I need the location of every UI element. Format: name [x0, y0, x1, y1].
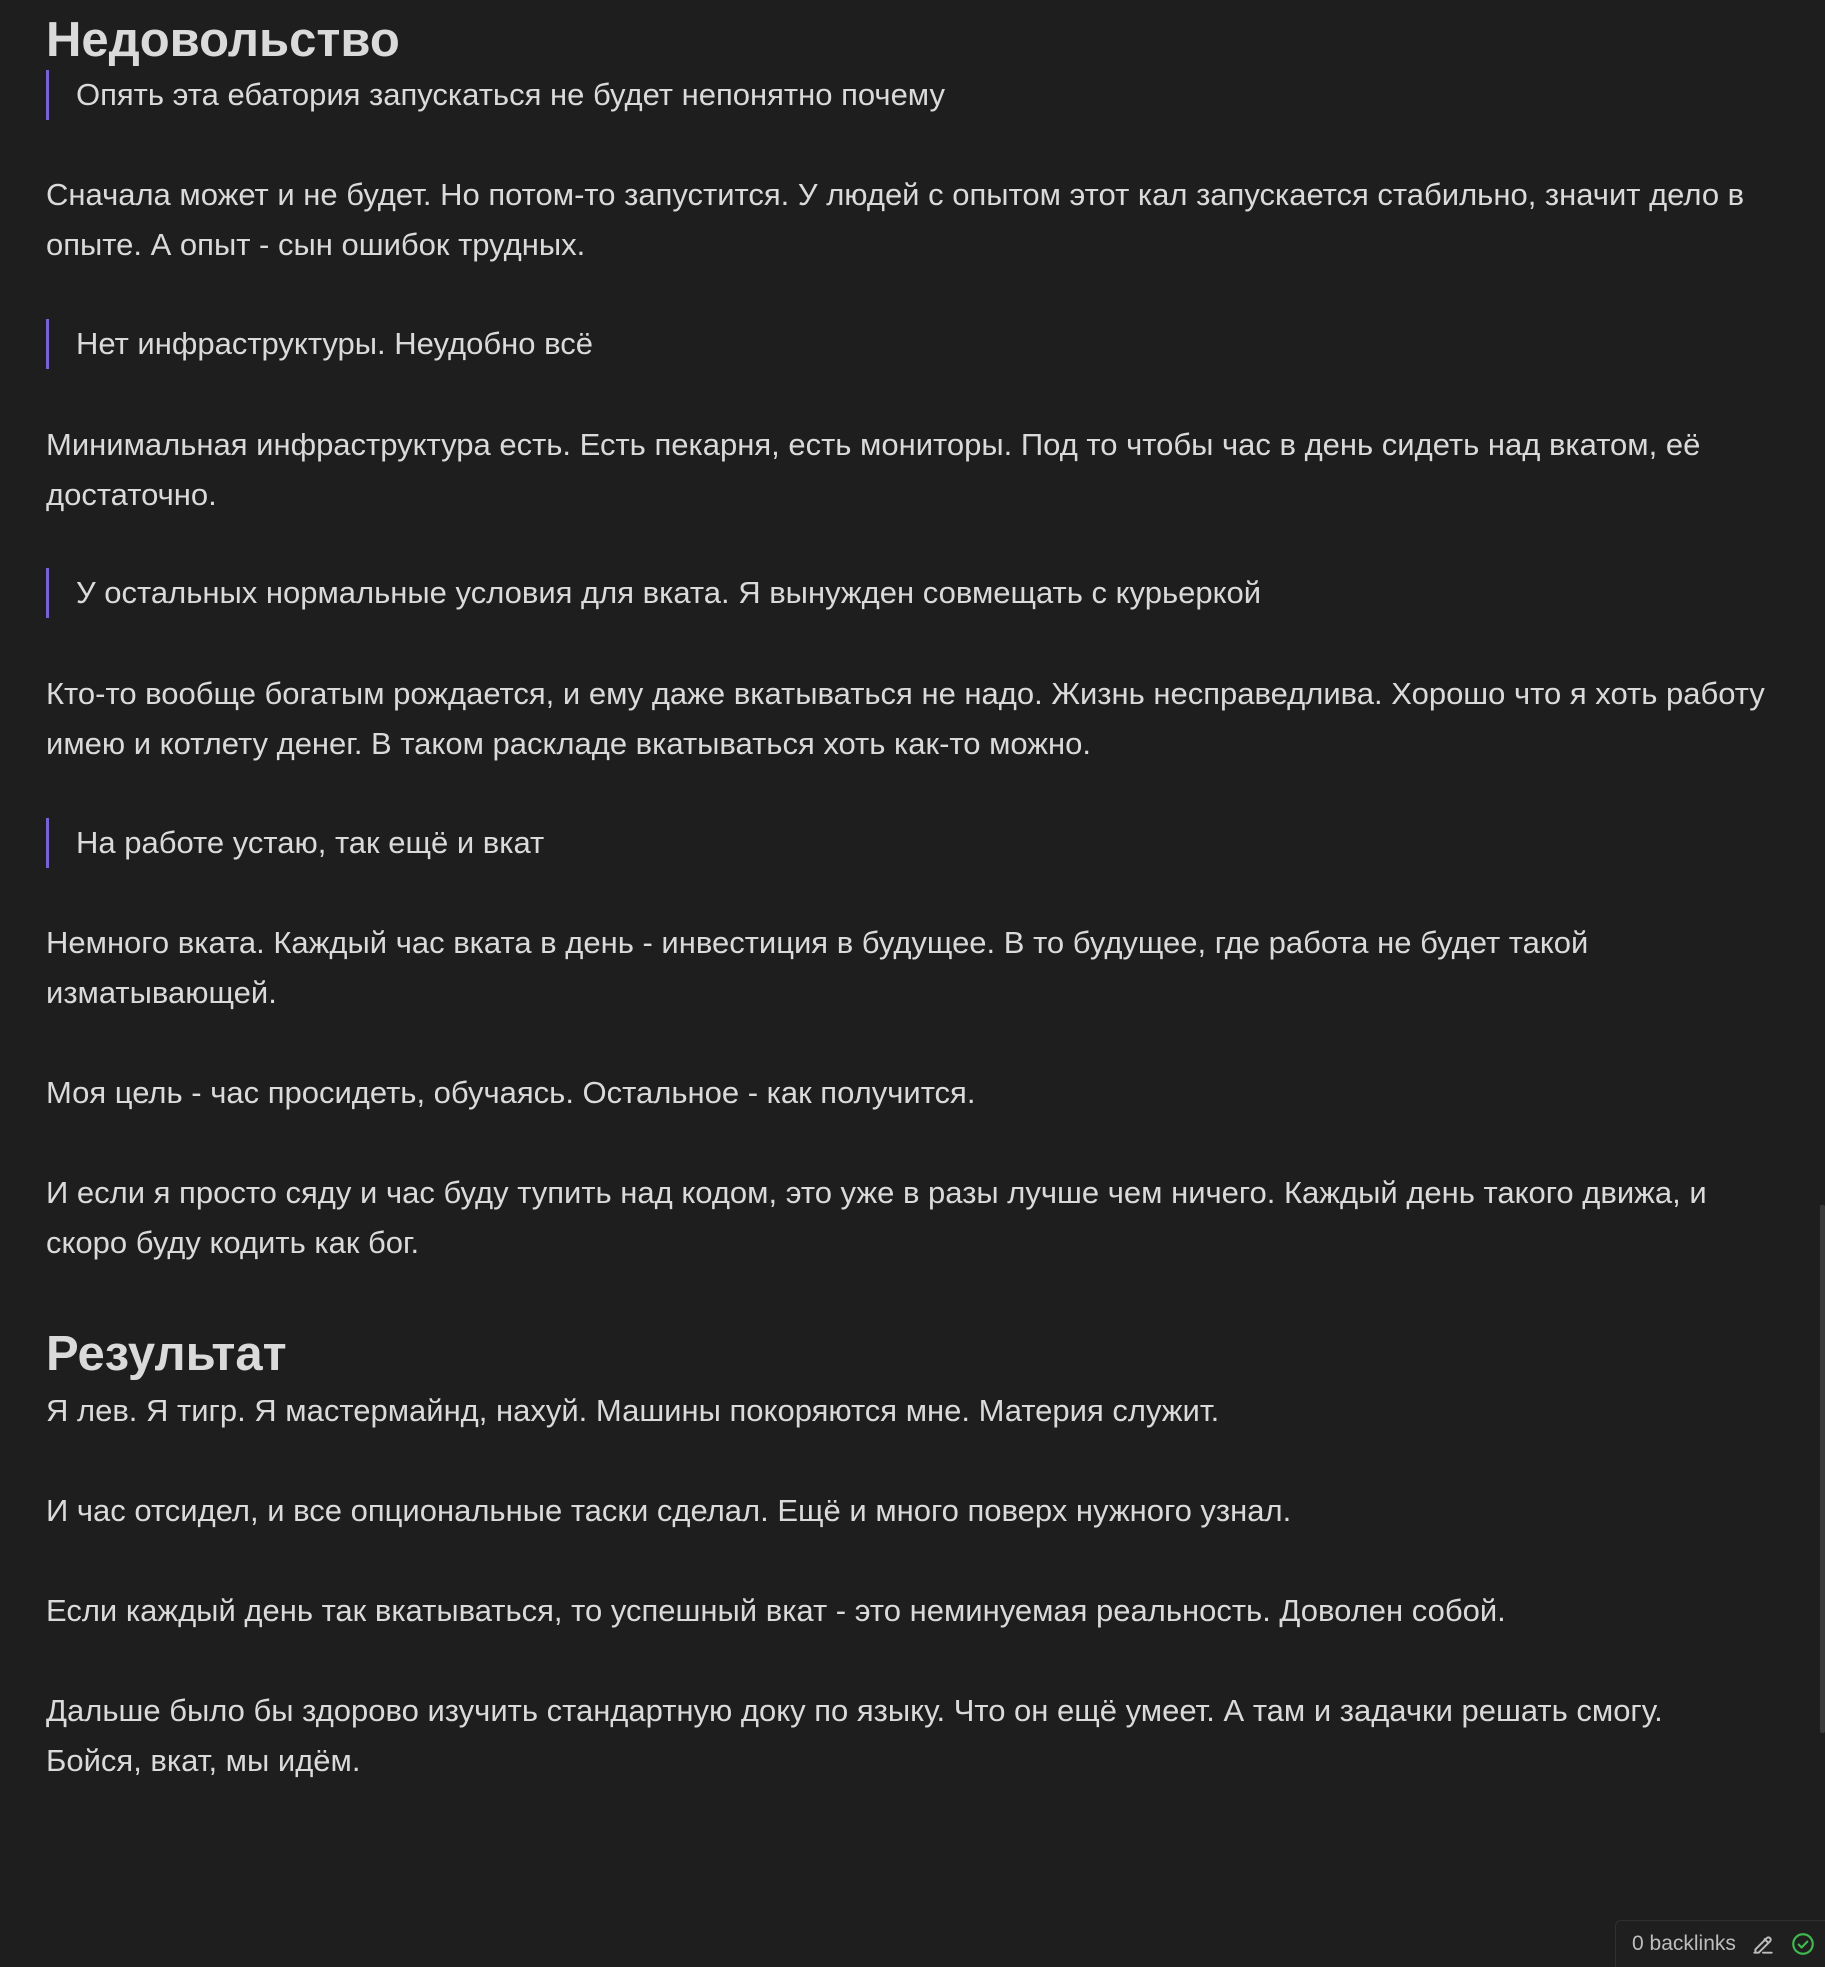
pencil-icon[interactable] — [1750, 1931, 1776, 1957]
paragraph[interactable]: Я лев. Я тигр. Я мастермайнд, нахуй. Машины покоряются мне. Материя служит. — [46, 1393, 1220, 1428]
backlinks-count[interactable]: 0 backlinks — [1632, 1932, 1736, 1955]
paragraph[interactable]: И если я просто сяду и час буду тупить над кодом, это уже в разы лучше чем ничего. Каждый день такого движа, и скоро буду кодить как бог. — [46, 1175, 1707, 1260]
status-bar — [1615, 1920, 1825, 1967]
blockquote[interactable]: Опять эта ебатория запускаться не будет непонятно почему — [46, 70, 945, 120]
paragraph[interactable]: Кто-то вообще богатым рождается, и ему даже вкатываться не надо. Жизнь несправедлива. Хорошо что я хоть работу имею и котлету денег. В таком раскладе вкатываться хоть как-то можно. — [46, 676, 1765, 761]
check-circle-icon[interactable] — [1790, 1931, 1816, 1957]
paragraph[interactable]: Сначала может и не будет. Но потом-то запустится. У людей с опытом этот кал запускается стабильно, значит дело в опыте. А опыт - сын ошибок трудных. — [46, 177, 1745, 262]
blockquote[interactable]: У остальных нормальные условия для вката. Я вынужден совмещать с курьеркой — [46, 568, 1261, 618]
blockquote[interactable]: На работе устаю, так ещё и вкат — [46, 818, 544, 868]
paragraph[interactable]: Минимальная инфраструктура есть. Есть пекарня, есть мониторы. Под то чтобы час в день сидеть над вкатом, её достаточно. — [46, 427, 1701, 512]
paragraph[interactable]: Немного вката. Каждый час вката в день - инвестиция в будущее. В то будущее, где работа не будет такой изматывающей. — [46, 925, 1589, 1010]
paragraph[interactable]: Если каждый день так вкатываться, то успешный вкат - это неминуемая реальность. Доволен собой. — [46, 1593, 1506, 1628]
paragraph[interactable]: Моя цель - час просидеть, обучаясь. Остальное - как получится. — [46, 1075, 976, 1110]
paragraph[interactable]: Дальше было бы здорово изучить стандартную доку по языку. Что он ещё умеет. А там и задачки решать смогу. Бойся, вкат, мы идём. — [46, 1693, 1663, 1778]
paragraph[interactable]: И час отсидел, и все опциональные таски сделал. Ещё и много поверх нужного узнал. — [46, 1493, 1292, 1528]
blockquote[interactable]: Нет инфраструктуры. Неудобно всё — [46, 319, 593, 369]
heading-nedovolstvo[interactable]: Недовольство — [46, 13, 400, 67]
heading-rezultat[interactable]: Результат — [46, 1327, 287, 1381]
vertical-scrollbar[interactable] — [1819, 0, 1825, 1967]
scrollbar-thumb[interactable] — [1820, 1205, 1825, 1733]
